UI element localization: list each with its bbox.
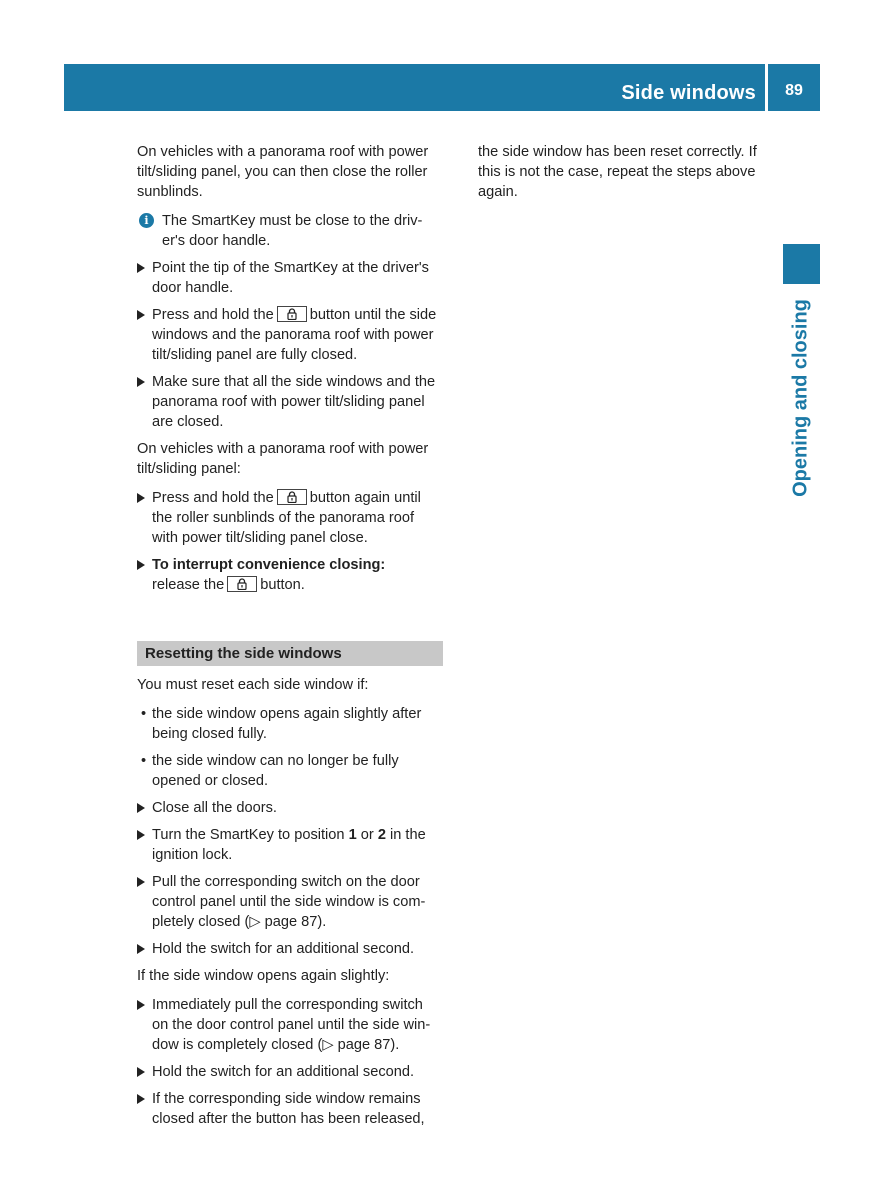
page-title: Side windows [621, 82, 756, 104]
step-item [137, 1062, 443, 1082]
step-text: Hold the switch for an additional second. [152, 1064, 415, 1080]
triangle-bullet-icon [137, 944, 145, 954]
header-bar [64, 64, 820, 111]
triangle-bullet-icon [137, 263, 145, 273]
step-text: Immediately pull the corresponding switch on the door control panel until the side win-dow is completely closed (▷ page 87). [152, 997, 431, 1053]
step-text: Press and hold the [152, 307, 274, 323]
right-column [478, 142, 774, 211]
list-item [137, 751, 443, 791]
step-item [137, 305, 443, 365]
step-item [137, 555, 443, 595]
list-text: the side window opens again slightly after being closed fully. [152, 706, 422, 742]
position-number: 1 [348, 827, 357, 843]
step-text: Turn the SmartKey to position [152, 827, 345, 843]
step-text: release the [152, 577, 225, 593]
step-item [137, 825, 443, 865]
triangle-bullet-icon [137, 830, 145, 840]
step-item [137, 1089, 443, 1129]
step-text: in the ignition lock. [152, 827, 426, 863]
triangle-bullet-icon [137, 493, 145, 503]
step-text: or [360, 827, 374, 843]
list-text: the side window can no longer be fully opened or closed. [152, 753, 399, 789]
step-text: Press and hold the [152, 490, 274, 506]
triangle-bullet-icon [137, 1067, 145, 1077]
paragraph: You must reset each side window if: [137, 677, 369, 693]
chapter-tab-marker [783, 244, 820, 284]
section-heading: Resetting the side windows [137, 641, 443, 666]
triangle-bullet-icon [137, 560, 145, 570]
lock-button-icon [277, 306, 307, 322]
position-number: 2 [377, 827, 386, 843]
triangle-bullet-icon [137, 1094, 145, 1104]
chapter-tab-label: Opening and closing [789, 299, 812, 497]
info-icon: i [139, 213, 154, 228]
paragraph: On vehicles with a panorama roof with power tilt/sliding panel, you can then close the roller sunblinds. [137, 144, 429, 200]
paragraph: If the side window opens again slightly: [137, 968, 390, 984]
dot-bullet-icon: • [141, 753, 147, 769]
step-text: Pull the corresponding switch on the door control panel until the side window is com-pletely closed (▷ page 87). [152, 874, 426, 930]
step-text: Close all the doors. [152, 800, 277, 816]
triangle-bullet-icon [137, 1000, 145, 1010]
step-text: button until the side windows and the panorama roof with power tilt/sliding panel are fully closed. [152, 307, 437, 363]
note-text: The SmartKey must be close to the driv-er's door handle. [162, 213, 423, 249]
triangle-bullet-icon [137, 877, 145, 887]
dot-bullet-icon: • [141, 706, 147, 722]
paragraph: the side window has been reset correctly. If this is not the case, repeat the steps above again. [478, 144, 757, 200]
step-text: Point the tip of the SmartKey at the driver's door handle. [152, 260, 429, 296]
info-note [137, 211, 443, 251]
step-heading: To interrupt convenience closing: [152, 557, 386, 573]
step-item [137, 258, 443, 298]
step-item [137, 995, 443, 1055]
step-item [137, 372, 443, 432]
page-number: 89 [785, 82, 803, 99]
step-text: button. [260, 577, 305, 593]
step-item [137, 488, 443, 548]
step-item [137, 798, 443, 818]
step-item [137, 939, 443, 959]
step-text: Hold the switch for an additional second. [152, 941, 415, 957]
lock-button-icon [227, 576, 257, 592]
left-column [137, 142, 443, 1136]
triangle-bullet-icon [137, 803, 145, 813]
paragraph: On vehicles with a panorama roof with power tilt/sliding panel: [137, 441, 429, 477]
step-text: Make sure that all the side windows and the panorama roof with power tilt/sliding panel are closed. [152, 374, 436, 430]
triangle-bullet-icon [137, 310, 145, 320]
step-item [137, 872, 443, 932]
step-text: If the corresponding side window remains closed after the button has been released, [152, 1091, 425, 1127]
list-item [137, 704, 443, 744]
step-text: button again until the roller sunblinds of the panorama roof with power tilt/sliding panel close. [152, 490, 421, 546]
lock-button-icon [277, 489, 307, 505]
triangle-bullet-icon [137, 377, 145, 387]
